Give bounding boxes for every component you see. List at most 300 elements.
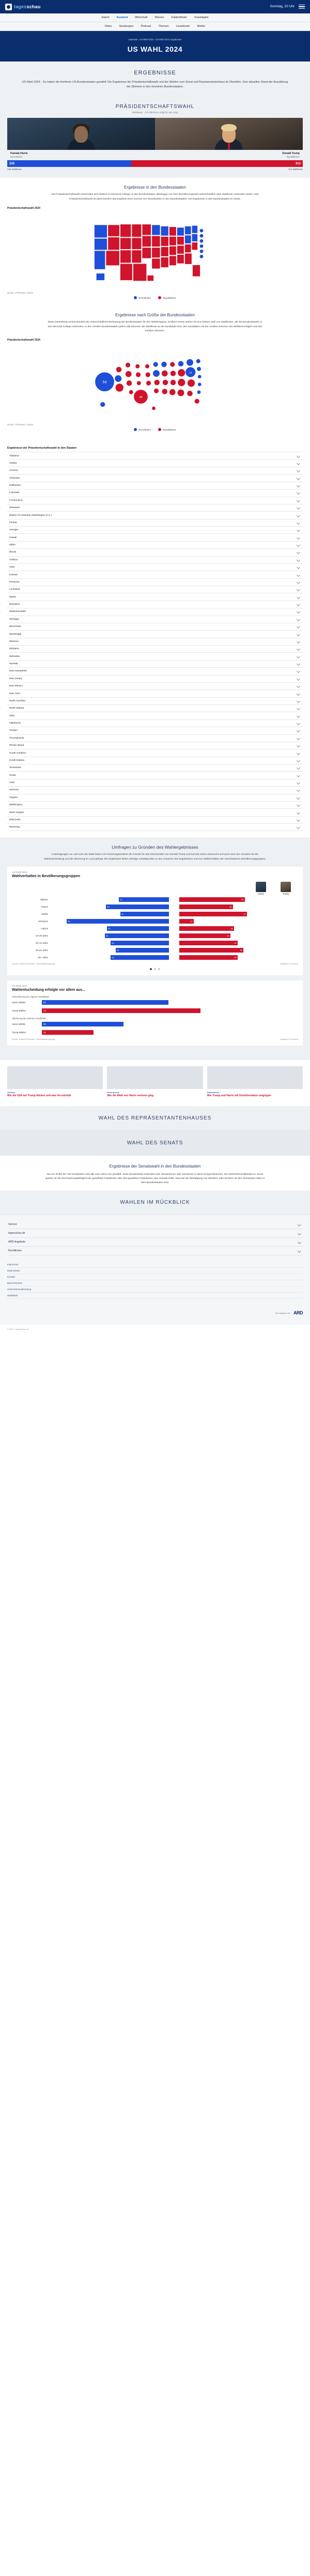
chevron-down-icon xyxy=(297,625,300,628)
state-row[interactable] xyxy=(7,735,303,742)
chevron-down-icon xyxy=(297,818,300,822)
map1-text: Das Präsidentschaftswahl entscheidet sich letztlich im Electoral College: In den Bundesstaaten abhängige von ihrer Bevölkerungszahl unterschiedlich viele Wahlleute entsenden dürfen. Das Präsidentschaftswahl ist damit letztlich das Ergebnis einer Summe von Einzelwahlen in den Bundesstaaten. Die Ergebnisse in den Bundesstaaten im Detail. xyxy=(51,193,259,201)
state-name: Idaho xyxy=(9,544,16,547)
candidate-row xyxy=(0,118,310,160)
poll-issue-label: Harris-Wähler xyxy=(12,1001,26,1004)
state-results-section xyxy=(0,437,310,837)
poll-group-label: 45–64 Jahre xyxy=(36,948,48,952)
nav-item-wissen[interactable]: Wissen xyxy=(154,16,164,19)
poll-bar-trump: 49 xyxy=(179,941,238,945)
state-row[interactable] xyxy=(7,542,303,549)
carousel-dot-3[interactable] xyxy=(158,968,160,970)
chevron-down-icon xyxy=(297,580,300,584)
poll-group-label: Männer xyxy=(40,898,48,901)
poll-group-row xyxy=(12,897,298,902)
state-row[interactable] xyxy=(7,749,303,757)
state-row[interactable] xyxy=(7,757,303,764)
band-retrospective[interactable]: WAHLEN IM RÜCKBLICK xyxy=(0,1190,310,1215)
state-row[interactable] xyxy=(7,668,303,675)
chevron-down-icon xyxy=(297,729,300,732)
teaser-1-title[interactable]: Wie die USA auf Trump blicken und was ihn antreibt xyxy=(7,1094,71,1097)
footer-section-ard[interactable]: ARD Angebote xyxy=(7,1238,303,1247)
tagesschau-mark-icon xyxy=(5,4,12,10)
states-title: Ergebnisse der Präsidentschaftswahl in den Staaten xyxy=(7,447,77,450)
state-name: Vermont xyxy=(9,789,19,792)
chevron-down-icon xyxy=(297,499,300,502)
poll-card-motivation xyxy=(7,980,303,1046)
poll1-title: Wahlverhalten in Bevölkerungsgruppen xyxy=(12,874,80,878)
map-cartogram-section xyxy=(0,305,310,437)
state-row[interactable] xyxy=(7,690,303,697)
chevron-down-icon xyxy=(297,722,300,725)
footer-accordion xyxy=(0,1215,310,1258)
nav-item-ausland[interactable]: Ausland xyxy=(116,16,128,19)
poll2-title: Wahlentscheidung erfolgte vor allem aus... xyxy=(12,988,86,992)
poll-issue-bar: 59 xyxy=(42,1000,168,1005)
chevron-down-icon xyxy=(298,1232,301,1235)
candidate-harris xyxy=(7,118,155,160)
chevron-down-icon xyxy=(297,469,300,472)
hamburger-icon[interactable] xyxy=(299,5,305,9)
footer-links xyxy=(0,1258,310,1305)
state-row[interactable] xyxy=(7,638,303,646)
poll2-group1-label: Unterstützung der eigenen Kandidatin xyxy=(12,995,50,998)
state-row[interactable] xyxy=(7,779,303,787)
state-row[interactable] xyxy=(7,467,303,474)
broadcast-status: Sonntag, 20 Uhr xyxy=(270,5,295,9)
chevron-down-icon xyxy=(297,662,300,666)
poll-bar-harris: 49 xyxy=(111,941,169,945)
chevron-down-icon xyxy=(297,595,300,599)
poll1-kicker: US-Wahl 2024 xyxy=(12,870,27,873)
state-row[interactable] xyxy=(7,497,303,504)
footer-section-service[interactable]: Service xyxy=(7,1220,303,1229)
site-header xyxy=(0,0,310,13)
ard-logo: ARD xyxy=(293,1310,303,1316)
poll-issue-bar: 24 xyxy=(42,1030,94,1035)
chevron-down-icon xyxy=(297,669,300,673)
svg-text:40: 40 xyxy=(139,396,143,400)
poll-issue-row xyxy=(12,1000,298,1006)
chevron-down-icon xyxy=(297,796,300,800)
chevron-down-icon xyxy=(297,714,300,718)
poll-bar-trump: 45 xyxy=(179,904,233,909)
primary-nav xyxy=(0,13,310,22)
poll-bar-harris: 45 xyxy=(116,948,169,953)
state-row[interactable] xyxy=(7,712,303,719)
state-name: North Carolina xyxy=(9,699,25,702)
state-row[interactable] xyxy=(7,504,303,512)
poll-bar-trump: 55 xyxy=(179,897,245,902)
teaser-thumb-3 xyxy=(207,1066,303,1089)
hero-banner xyxy=(0,31,310,62)
chevron-down-icon xyxy=(297,477,300,480)
state-name: Louisiana xyxy=(9,588,20,591)
band-senate[interactable]: WAHL DES SENATS xyxy=(0,1131,310,1156)
teaser-thumb-2 xyxy=(107,1066,203,1089)
nav2-item-livestream[interactable]: Livestream xyxy=(176,25,190,28)
poll-group-label: Frauen xyxy=(41,905,48,908)
poll1-head-harris: Harris xyxy=(256,882,266,895)
svg-text:54: 54 xyxy=(102,380,107,385)
teaser-1[interactable] xyxy=(7,1066,103,1098)
state-name: District of Columbia (Washington D.C.) xyxy=(9,514,52,517)
map2-text: Diese Darstellung veranschaulicht die unterschiedliche Bedeutung der Bundesstaaten für den Wahlausgang. Größere Kreise stehen für eine höhere Zahl von Wahlleuten, die der Bundesstaaten in das Electoral College entsenden. In den meisten Bundesstaaten gehen alle Stimmen der Wahlleute an die Kandidatin bzw. den Kandidaten mit der meisten Stimmen der Wahlberechtigten und den meisten Stimmen. xyxy=(48,321,262,332)
chevron-down-icon xyxy=(297,484,300,487)
state-name: Nebraska xyxy=(9,655,20,658)
nav2-item-sendungen[interactable]: Sendungen xyxy=(119,25,134,28)
state-name: Connecticut xyxy=(9,499,23,502)
poll-group-label: Schwarze xyxy=(38,919,48,923)
poll-group-row xyxy=(12,918,298,924)
state-row[interactable] xyxy=(7,646,303,653)
state-row[interactable] xyxy=(7,787,303,794)
poll-group-row xyxy=(12,947,298,953)
state-name: South Dakota xyxy=(9,759,25,762)
state-row[interactable] xyxy=(7,608,303,616)
state-row[interactable] xyxy=(7,519,303,527)
poll-bar-trump: 43 xyxy=(179,933,230,938)
state-row[interactable] xyxy=(7,772,303,779)
poll-issue-label: Trump-Wähler xyxy=(12,1009,26,1013)
state-row[interactable] xyxy=(7,661,303,668)
chevron-down-icon xyxy=(297,759,300,762)
poll-group-row xyxy=(12,940,298,946)
chevron-down-icon xyxy=(297,462,300,465)
poll-group-label: 30–44 Jahre xyxy=(36,941,48,944)
poll-group-row xyxy=(12,904,298,910)
harris-party: Demokraten xyxy=(10,156,23,159)
nav2-item-wetter[interactable]: Wetter xyxy=(197,25,206,28)
footer-link[interactable]: Mediathek xyxy=(7,1293,303,1299)
state-row[interactable] xyxy=(7,586,303,593)
poll-issue-row xyxy=(12,1021,298,1028)
footer-link[interactable]: Datenschutz xyxy=(7,1268,303,1274)
state-name: Rhode Island xyxy=(9,744,24,747)
state-row[interactable] xyxy=(7,482,303,489)
chevron-down-icon xyxy=(297,454,300,457)
carousel-dot-1[interactable] xyxy=(150,968,152,970)
poll-issue-row xyxy=(12,1008,298,1014)
teaser-2-title[interactable]: Wie die Wahl von Harris verloren ging xyxy=(107,1094,154,1097)
chevron-down-icon xyxy=(297,558,300,562)
bar-right-label: 312 Wahlleute xyxy=(288,168,303,171)
chevron-down-icon xyxy=(298,1223,301,1226)
nav-item-faktenfinder[interactable]: Faktenfinder xyxy=(171,16,188,19)
teaser-2[interactable] xyxy=(107,1066,203,1098)
nav-item-wirtschaft[interactable]: Wirtschaft xyxy=(135,16,148,19)
teaser-2-tag: Hintergrund xyxy=(107,1091,119,1094)
state-row[interactable] xyxy=(7,564,303,571)
map1-source: Quelle: AP/Reuters, eigene xyxy=(7,292,34,295)
state-name: Washington xyxy=(9,804,23,807)
poll-bar-harris: 86 xyxy=(67,919,169,924)
poll-issue-bar: 38 xyxy=(42,1022,123,1026)
harris-electoral-votes: 226 xyxy=(7,160,131,167)
chevron-down-icon xyxy=(297,692,300,695)
chevron-down-icon xyxy=(297,640,300,643)
state-name: Hawaii xyxy=(9,536,17,539)
poll2-kicker: US-Wahl 2024 xyxy=(12,984,27,987)
presidential-title: PRÄSIDENTSCHAFTSWAHL xyxy=(115,104,195,110)
page-title: US WAHL 2024 xyxy=(127,45,183,53)
state-row[interactable] xyxy=(7,489,303,497)
state-name: Oregon xyxy=(9,729,18,732)
state-name: Massachusetts xyxy=(9,610,26,614)
trump-electoral-votes: 312 xyxy=(131,160,303,167)
poll-bar-harris: 41 xyxy=(120,912,169,916)
footer-link[interactable]: Impressum xyxy=(7,1262,303,1268)
poll1-source: Quelle: Edison Research / Nachwahlbefragung xyxy=(12,962,55,965)
chevron-down-icon xyxy=(297,677,300,681)
chevron-down-icon xyxy=(297,610,300,614)
poll-issue-label: Trump-Wähler xyxy=(12,1031,26,1034)
poll-bar-harris: 52 xyxy=(107,926,169,931)
state-name: Missouri xyxy=(9,640,19,643)
state-row[interactable] xyxy=(7,593,303,601)
state-row[interactable] xyxy=(7,579,303,586)
chevron-down-icon xyxy=(297,543,300,547)
svg-text:19: 19 xyxy=(189,371,192,374)
state-name: Indiana xyxy=(9,558,18,561)
chevron-down-icon xyxy=(297,603,300,606)
copyright: © ARD / tagesschau.de xyxy=(0,1325,310,1338)
nav2-item-podcast[interactable]: Podcast xyxy=(141,25,151,28)
chevron-down-icon xyxy=(297,647,300,651)
state-name: Mississippi xyxy=(9,633,22,636)
polls-section xyxy=(0,837,310,1060)
state-name: Kentucky xyxy=(9,580,20,584)
senate-section xyxy=(0,1156,310,1190)
teaser-3-title[interactable]: Wie Trump und Harris mit Desinformation umgingen xyxy=(207,1094,271,1097)
chevron-down-icon xyxy=(297,699,300,703)
poll2-unit: Angaben in Prozent xyxy=(280,1037,298,1040)
results-heading: ERGEBNISSE xyxy=(134,70,176,76)
bar-left-label: 226 Wahlleute xyxy=(7,168,22,171)
state-row[interactable] xyxy=(7,727,303,734)
state-row[interactable] xyxy=(7,534,303,541)
footer-link[interactable]: Kontakt xyxy=(7,1274,303,1280)
harris-photo xyxy=(7,118,155,150)
poll-carousel-dots[interactable] xyxy=(12,968,298,970)
state-name: North Dakota xyxy=(9,707,24,710)
chevron-down-icon xyxy=(297,550,300,554)
electoral-bar xyxy=(0,160,310,171)
state-row[interactable] xyxy=(7,809,303,816)
chevron-down-icon xyxy=(297,766,300,770)
secondary-nav xyxy=(0,22,310,31)
state-name: Maine xyxy=(9,595,17,599)
legend-democrats: Demokraten xyxy=(134,296,151,299)
chevron-down-icon xyxy=(297,781,300,785)
state-name: Illinois xyxy=(9,551,17,554)
state-name: Iowa xyxy=(9,566,15,569)
polls-heading: Umfragen zu Gründen des Wahlergebnisses xyxy=(112,845,198,850)
band-house[interactable]: WAHL DES REPRÄSENTANTENHAUSES xyxy=(0,1106,310,1131)
teaser-3-tag: Faktenfinder xyxy=(207,1091,220,1094)
nav2-item-themen[interactable]: Themen xyxy=(158,25,169,28)
state-name: Oklahoma xyxy=(9,722,21,725)
chevron-down-icon xyxy=(297,788,300,792)
senate-text: Nur ein Drittel der 100 Senatssitze wird alle zwei Jahre neu gewählt. Jeder Bundesstaat entsendet zwei Senatorinnen oder Senatoren in diese Kongresskammer. Die Mehrheitsverhältnisse im Senat spielen für die Durchsetzungsfähigkeit der gewählten Präsidentin oder des gewählten Präsidenten eine zentrale Rolle, etwa bei der Bestätigung von Ministern oder Richtern an den Senatssitze allein in dem Bundesstaaten sind. xyxy=(45,1173,265,1185)
state-row[interactable] xyxy=(7,683,303,690)
state-name: Montana xyxy=(9,648,19,651)
chevron-down-icon xyxy=(297,565,300,569)
chevron-down-icon xyxy=(297,803,300,807)
state-name: Kalifornien xyxy=(9,484,21,487)
state-name: South Carolina xyxy=(9,752,26,755)
chevron-down-icon xyxy=(297,707,300,710)
poll-bar-harris: 49 xyxy=(111,955,169,960)
state-row[interactable] xyxy=(7,571,303,578)
state-name: Alabama xyxy=(9,454,19,457)
map-states-section xyxy=(0,178,310,305)
state-row[interactable] xyxy=(7,549,303,556)
poll-bar-harris: 54 xyxy=(105,933,169,938)
presidential-subtitle: Wahlleute · 270 Stimmen nötig für den Sieg xyxy=(132,111,178,114)
map1-title: Ergebnisse in den Bundesstaaten xyxy=(124,185,186,190)
teaser-3[interactable] xyxy=(207,1066,303,1098)
results-intro-section xyxy=(0,62,310,99)
chevron-down-icon xyxy=(297,573,300,576)
state-name: Minnesota xyxy=(9,625,21,628)
map2-caption: Präsidentschaftswahl 2024 xyxy=(7,339,40,342)
chevron-down-icon xyxy=(297,825,300,829)
state-row[interactable] xyxy=(7,824,303,831)
state-name: New York xyxy=(9,692,20,695)
poll-group-row xyxy=(12,926,298,931)
state-row[interactable] xyxy=(7,631,303,638)
state-row[interactable] xyxy=(7,742,303,749)
state-row[interactable] xyxy=(7,527,303,534)
state-row[interactable] xyxy=(7,817,303,824)
chevron-down-icon xyxy=(297,491,300,495)
state-name: Wyoming xyxy=(9,826,20,829)
article-teasers xyxy=(0,1060,310,1106)
state-row[interactable] xyxy=(7,794,303,802)
state-row[interactable] xyxy=(7,802,303,809)
poll-issue-row xyxy=(12,1030,298,1036)
chevron-down-icon xyxy=(297,536,300,540)
poll-group-label: Weiße xyxy=(41,912,48,915)
nav-item-investigativ[interactable]: Investigativ xyxy=(194,16,209,19)
state-name: Ohio xyxy=(9,714,15,717)
chevron-down-icon xyxy=(297,506,300,510)
poll-group-label: 18–29 Jahre xyxy=(36,934,48,937)
state-row[interactable] xyxy=(7,512,303,519)
us-choropleth-map[interactable] xyxy=(7,212,303,289)
state-row[interactable] xyxy=(7,653,303,660)
state-name: Virginia xyxy=(9,796,18,799)
state-row[interactable] xyxy=(7,474,303,482)
trump-party: Republikaner xyxy=(286,156,300,159)
state-name: Georgia xyxy=(9,529,19,532)
state-name: West Virginia xyxy=(9,811,24,814)
poll-bar-harris: 42 xyxy=(119,897,169,902)
legend2-democrats: Demokraten xyxy=(134,428,151,431)
poll-issue-bar: 74 xyxy=(42,1008,200,1013)
footer-section-tagesschau[interactable]: tagesschau.de xyxy=(7,1229,303,1238)
state-row[interactable] xyxy=(7,698,303,705)
footer-section-legal[interactable]: Rechtliches xyxy=(7,1247,303,1255)
poll-group-label: Latinos xyxy=(41,927,48,930)
chevron-down-icon xyxy=(298,1240,301,1244)
poll-card-groups xyxy=(7,867,303,975)
footer-link[interactable]: Unternehmensberatung xyxy=(7,1286,303,1293)
presidential-section xyxy=(0,99,310,178)
state-row[interactable] xyxy=(7,720,303,727)
state-name: New Jersey xyxy=(9,677,23,680)
candidate-trump xyxy=(155,118,303,160)
state-row[interactable] xyxy=(7,452,303,459)
brand-logo[interactable] xyxy=(5,4,41,10)
harris-name: Kamala Harris xyxy=(10,152,28,156)
state-name: Texas xyxy=(9,774,16,777)
senate-title: Ergebnisse der Senatswahl in den Bundesstaaten xyxy=(109,1163,201,1169)
legend2-republicans: Republikaner xyxy=(158,428,176,431)
poll2-source: Quelle: Edison Research / Nachwahlbefragung xyxy=(12,1037,55,1040)
state-name: Utah xyxy=(9,781,15,785)
nav-item-inland[interactable]: Inland xyxy=(101,16,110,19)
teaser-1-tag: Analyse xyxy=(7,1091,16,1094)
chevron-down-icon xyxy=(297,810,300,814)
state-name: Nevada xyxy=(9,663,18,666)
state-name: New Hampshire xyxy=(9,670,27,673)
brand-name-first: tages xyxy=(14,4,27,9)
state-row[interactable] xyxy=(7,601,303,608)
carousel-dot-2[interactable] xyxy=(154,968,156,970)
footer-link[interactable]: Barrierefreiheit xyxy=(7,1280,303,1286)
poll-group-row xyxy=(12,933,298,939)
us-bubble-cartogram[interactable] xyxy=(7,344,303,421)
map1-legend xyxy=(7,296,303,299)
state-name: Delaware xyxy=(9,507,20,510)
chevron-down-icon xyxy=(297,737,300,740)
state-name: Pennsylvania xyxy=(9,737,24,740)
chevron-down-icon xyxy=(297,655,300,658)
poll-group-row xyxy=(12,955,298,960)
nav2-item-video[interactable]: Video xyxy=(104,25,112,28)
legend-republicans: Republikaner xyxy=(158,296,176,299)
results-intro-text: US-Wahl 2024 – Es haben die Konferen US-Bundesstaaten gewählt: Die Ergebnisse der Präsidentschaftswahl und der Wahlen zum Senat und Repräsentantenhaus im Überblick. Zum aktuellen Stand der Auszählung der Stimmen in den einzelnen Bundesstaaten. xyxy=(22,81,288,89)
poll-bar-harris: 53 xyxy=(106,904,169,909)
state-name: Alaska xyxy=(9,462,17,465)
state-row[interactable] xyxy=(7,764,303,772)
poll1-unit: Angaben in Prozent xyxy=(280,962,298,965)
state-row[interactable] xyxy=(7,557,303,564)
chevron-down-icon xyxy=(297,751,300,755)
chevron-down-icon xyxy=(297,588,300,591)
state-name: Arizona xyxy=(9,469,18,472)
state-row[interactable] xyxy=(7,623,303,631)
chevron-down-icon xyxy=(297,744,300,747)
state-row[interactable] xyxy=(7,676,303,683)
state-row[interactable] xyxy=(7,705,303,712)
state-name: Maryland xyxy=(9,603,20,606)
poll-bar-trump: 54 xyxy=(179,948,243,953)
poll-bar-trump: 12 xyxy=(179,919,194,924)
chevron-down-icon xyxy=(297,774,300,777)
footer-branding xyxy=(0,1305,310,1325)
chevron-down-icon xyxy=(298,1249,301,1253)
poll-group-label: 65+ Jahre xyxy=(38,956,48,959)
state-row[interactable] xyxy=(7,616,303,623)
state-row[interactable] xyxy=(7,460,303,467)
map2-title: Ergebnisse nach Größe der Bundesstaaten xyxy=(115,313,195,318)
state-name: New Mexico xyxy=(9,685,23,688)
chevron-down-icon xyxy=(297,632,300,636)
chevron-down-icon xyxy=(297,513,300,517)
